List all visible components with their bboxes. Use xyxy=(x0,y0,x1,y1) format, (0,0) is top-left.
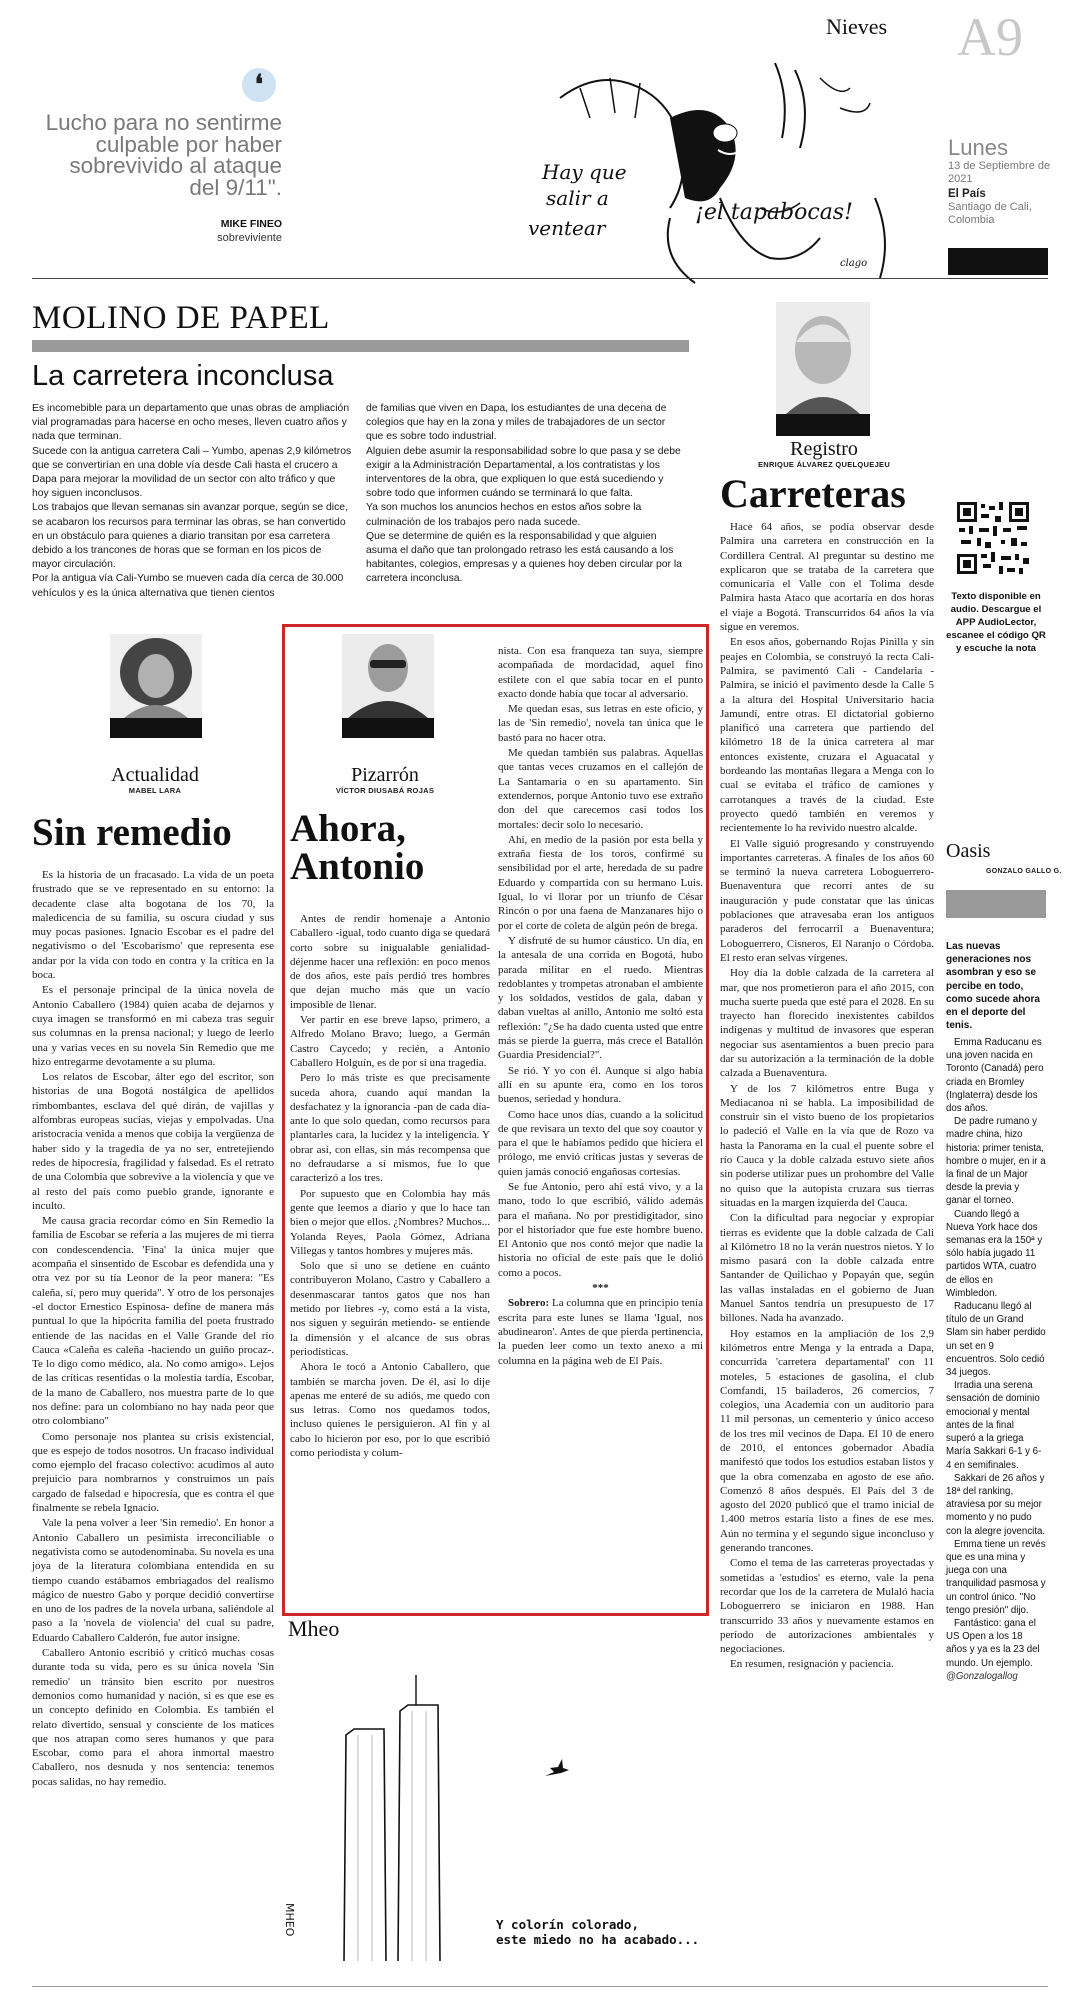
pizarron-sobrero xyxy=(498,1296,703,1367)
author-actualidad: MABEL LARA xyxy=(128,786,182,795)
pizarron-col-2 xyxy=(498,644,703,1369)
ad-bar-top xyxy=(948,248,1048,275)
headline-actualidad: Sin remedio xyxy=(32,811,232,854)
cartoon-text-2: salir a xyxy=(546,186,609,210)
top-cartoon xyxy=(520,58,920,290)
editorial-paragraph: Alguien debe asumir la responsabilidad sobre lo que pasa y se debe exigir a la Administración Departamental, a los contratistas y los interventores de la obra, que expliquen lo que está sucediendo y sobre todo que informen cuándo se terminará lo que falta. xyxy=(366,445,681,500)
actualidad-paragraph: Es el personaje principal de la única novela de Antonio Caballero (1984) quien acaba de dejarnos y cuya imagen se transformó en mi cabeza tras seguir sus columnas en la prensa nacional; y luego de leerlo una y varias veces en su novela Sin Remedio que me hizo entregarme devotamente a su pluma. xyxy=(32,984,274,1068)
weekday: Lunes xyxy=(948,135,1008,160)
pizarron-paragraph: Como hace unos días, cuando a la solicitud de que revisara un texto del que soy coautor y para el que le habíamos pedido que hiciera el prólogo, me envió críticas justas y severas de quien jamás conoció engañosas cortesías. xyxy=(498,1108,703,1178)
registro-paragraph: El Valle siguió progresando y construyendo importantes carreteras. A finales de los años 60 se terminó la nueva carretera Loboguerrero-Buenaventura que recorrí antes de su inauguración y pude constatar que las únicas poblaciones que atravesaba eran los antiguos paraderos del ferrocarril a Buenaventura; Loboguerrero, Cisneros, El Naranjo o Córdoba. El resto eran selvas vírgenes. xyxy=(720,837,934,964)
actualidad-paragraph: Los relatos de Escobar, álter ego del escritor, son historias de una Bogotá nostálgica de apellidos rimbombantes, esclava del qué dirán, de vajillas y alfombras europeas sucias, viejas y empolvadas. Una aristocracia venida a menos que cobija la vergüenza de haber sido y la tragedia de ya no ser, entretejiendo redes de hipocresía, fragilidad y falsedad. Es el retrato de una Colombia que sobrevive a la violencia y que ve al resto del país como pueblo grande, ignorante e inculto. xyxy=(32,1071,274,1212)
pizarron-paragraph: Por supuesto que en Colombia hay más gente que leemos a diario y que lo hace tan bien o mejor que ellos. ¿Nombres? Muchos... Yolanda Reyes, Paola Gómez, Adriana Villegas y tantos hombres y mujeres más. xyxy=(290,1187,490,1257)
column-name-oasis: Oasis xyxy=(946,840,991,862)
pizarron-paragraph: Se fue Antonio, pero ahí está vivo, y a la mano, todo lo que escribió, válido además para el mañana. No por prestidigitador, sino por el historiador que fue este hombre bueno. El Antonio que nos contó mejor que nadie la historia no oficial de este país que le dolió como a pocos. xyxy=(498,1180,703,1279)
pizarron-paragraph: Solo que si uno se detiene en cuánto contribuyeron Molano, Castro y Caballero a desenmascarar tantos gatos que nos han metido por liebres -y, como está a la vista, nos siguen y seguirán metiendo- se entiende la dimensión y el alcance de sus obras periodísticas. xyxy=(290,1260,490,1358)
oasis-lead: Las nuevas generaciones nos asombran y eso se percibe en todo, como sucede ahora en el deporte del tenis. xyxy=(946,941,1040,1032)
author-photo-actualidad xyxy=(110,634,202,718)
registro-paragraph: Hoy día la doble calzada de la carretera al mar, que nos prometieron para el año 2015, con mucha suerte pueda que esté para el 2028. En su trayecto han florecido inexistentes cabildos indígenas y multitud de invasores que esperan negociar sus asentamientos a buen precio para dar su autorización a la terminación de la doble calzada a Buenaventura. xyxy=(720,967,934,1080)
column-name-pizarron: Pizarrón xyxy=(351,764,419,786)
mheo-cartoon xyxy=(283,1645,713,1961)
oasis-paragraph: Fantástico: gana el US Open a los 18 años y ya es la 23 del mundo. Un ejemplo. xyxy=(946,1617,1040,1669)
place: Santiago de Cali, Colombia xyxy=(948,201,1032,226)
author-pizarron: VÍCTOR DIUSABÁ ROJAS xyxy=(335,786,435,795)
editorial-col-2 xyxy=(366,402,684,587)
actualidad-body xyxy=(32,868,274,1790)
author-photo-bar xyxy=(342,718,434,738)
pizarron-separator: *** xyxy=(592,1282,609,1295)
pizarron-paragraph: Y disfruté de su humor cáustico. Un día, en la antesala de una corrida en Bogotá, hubo parada militar en el ruedo. Mientras redoblantes y trompetas atronaban el ambiente y los soldados, vestidos de gala, daban y daban vueltas al anillo, Antonio me soltó esta reflexión: "¿Se ha dado cuenta usted que entre más se pierde la guerra, más crece el Batallón Guardia Presidencial?". xyxy=(498,934,703,1062)
caption-line: Y colorín colorado, xyxy=(496,1917,639,1932)
actualidad-paragraph: Me causa gracia recordar cómo en Sin Remedio la familia de Escobar se refería a las mujeres de mi tierra con condescendencia. 'Fina' la única mujer que acompaña el sinsentido de Escobar es defendida una y otra vez por su tía Leonor de la peor manera: "Es caleña, sí, pero muy querida". Y otro de los personajes -el doctor Ernestico Espinosa- define de manera más puntual lo que la hipócrita familia del poeta frustrado entiende de las nacidas en el Valle Grande del río Cauca «Caleña es caleña -haciendo un guiño procaz-. Te lo digo como médico, ala. No como amigo». Lejos de las críticas resentidas o la molestia tardía, Escobar, de la mano de Caballero, nos muestra parte de lo que nos define: para un colombiano no hay nada peor que otro colombiano" xyxy=(32,1215,274,1428)
oasis-paragraph: Emma tiene un revés que es una mina y juega con una tranquilidad pasmosa y un control único. "No tengo presión" dijo. xyxy=(946,1538,1046,1616)
section-title: MOLINO DE PAPEL xyxy=(32,300,330,336)
pizarron-paragraph: Ver partir en ese breve lapso, primero, a Alfredo Molano Bravo; luego, a Germán Castro Caycedo; y recién, a Antonio Caballero Holguín, es de por sí una tragedia. xyxy=(290,1014,490,1069)
cartoon-signature: clago xyxy=(840,258,868,269)
section-title-band xyxy=(32,340,689,352)
quote-icon: ❛ xyxy=(242,68,276,102)
editorial-paragraph: Ya son muchos los anuncios hechos en estos años sobre la culminación de los trabajos pero nada sucede. xyxy=(366,502,642,528)
oasis-paragraph: Sakkari de 26 años y 18ª del ranking, atraviesa por su mejor momento y no pudo con la alegre jovencita. xyxy=(946,1472,1046,1537)
oasis-paragraph: De padre rumano y madre china, hizo historia: primer tenista, hombre o mujer, en ir a la final de un Major desde la previa y ganar el torneo. xyxy=(946,1116,1046,1207)
pizarron-paragraph: Me quedan esas, sus letras en este oficio, y las de 'Sin remedio', novela tan única que le bastó para no hacer otra. xyxy=(498,703,703,744)
cartoon-signature: MHEO xyxy=(283,1903,296,1937)
date: 13 de Septiembre de 2021 xyxy=(948,160,1051,185)
section-name: Nieves xyxy=(826,14,888,39)
oasis-paragraph: Irradia una serena sensación de dominio emocional y mental antes de la final superó a la griega María Sakkari 6-1 y 6-4 en semifinales. xyxy=(946,1380,1042,1471)
registro-paragraph: En esos años, gobernando Rojas Pinilla y sin peajes en Colombia, se construyó la recta Cali-Palmira, se pavimentó Cali - Candelaria - Palmira, se inició el pavimento desde la Calle 5 a la altura del Hospital Universitario hacia Jamundí, entre otras. El dictatorial gobierno planificó una carretera que partiendo del kilómetro 18 de la única carretera al mar entonces existente, cruzara el Aguacatal y bordeando las montañas llegara a Menga con lo cual se evitaba el tráfico de camiones y carrotanques a través de la ciudad. Este proyecto quedó también en veremos y recientemente lo ha revivido nuestro alcalde. xyxy=(720,636,934,835)
editorial-paragraph: Es incomebible para un departamento que unas obras de ampliación vial programadas para hacerse en ocho meses, lleven cuatro años y nada que terminan. xyxy=(32,403,350,443)
registro-paragraph: Y de los 7 kilómetros entre Buga y Mediacanoa ni se habla. La imposibilidad de construir sin el visto bueno de los propietarios lo padeció el Valle en la vía que de Rozo va hasta la Panorama en la cual el puente sobre el río Cauca y la doble calzada estuvo siete años sin poderse utilizar pues un prohombre del Valle no quiso que la autopista cruzara sus tierras situadas en la margen izquierda del Cauca. xyxy=(720,1082,934,1209)
oasis-handle[interactable]: @Gonzalogallog xyxy=(946,1670,1018,1682)
registro-paragraph: Como el tema de las carreteras proyectadas y sometidas a 'estudios' es eterno, vale la pena recordar que los de la carretera de Mulaló hacia Loboguerrero se iniciaron en 1988. Han transcurrido 33 años y nuevamente estamos en período de autorizaciones ambientales y negociaciones. xyxy=(720,1557,934,1656)
page-number: A9 xyxy=(957,7,1023,67)
author-photo-bar xyxy=(110,718,202,738)
bottom-divider xyxy=(32,1986,1048,1987)
headline-registro: Carreteras xyxy=(720,471,906,516)
registro-paragraph: Con la dificultad para negociar y expropiar tierras es evidente que la doble calzada de Cali al Kilómetro 18 no la verán nuestros nietos. Y lo mismo pasará con la doble calzada entre Santander de Quilichao y Popayán que, según las vallas instaladas en el gobierno de Juan Manuel Santos tendría un presupuesto de 17 billones. Nada ha avanzado. xyxy=(720,1212,934,1325)
headline-pizarron xyxy=(290,807,425,888)
editorial-paragraph: Que se determine de quién es la responsabilidad y que alguien asuma el daño que tan prolongado retraso les está causando a los habitantes, colegios, empresas y a quienes hoy deben circular por la carretera inconclusa. xyxy=(366,530,682,585)
registro-paragraph: Hace 64 años, se podía observar desde Palmira una carretera en construcción en la Cordillera Central. Al preguntar su destino me explicaron que se trataba de la carretera que comunicaría el Valle con el Tolima desde Palmira hasta Ataco que acortaría en dos horas el viaje a Bogotá. Transcurridos 64 años la vía sigue en veremos. xyxy=(720,521,934,634)
column-name-actualidad: Actualidad xyxy=(111,764,199,786)
editorial-paragraph: Sucede con la antigua carretera Cali – Yumbo, apenas 2,9 kilómetros que se convertirían en una doble vía desde Cali hasta el crucero a Dapa para mejorar la movilidad de un sector con alto tráfico y que hoy siguen inconclusos. xyxy=(32,445,352,500)
author-photo-pizarron xyxy=(342,634,434,718)
author-oasis: GONZALO GALLO G. xyxy=(986,868,1062,875)
publication: El País xyxy=(948,188,986,200)
actualidad-paragraph: Es la historia de un fracasado. La vida de un poeta frustrado que se ve representado en su entorno: la decadente clase alta bogotana de los 70, la maledicencia de su familia, su oscura ciudad y sus muy pocas pasiones. Ignacio Escobar es el padre del negativismo o del 'Escobarismo' que representa ese andar por la vida con todo en contra y la crítica en la boca. xyxy=(32,869,274,982)
pizarron-paragraph: Se rió. Y yo con él. Aunque si algo había allí en su apunte era, como en los toros buenos, seriedad y hondura. xyxy=(498,1064,703,1106)
cartoon-caption xyxy=(496,1917,699,1947)
pizarron-paragraph: Ahora le tocó a Antonio Caballero, que también se marcha joven. De él, así lo dije apenas me enteré de su adiós, me quedo con sus letras. Como nos quedamos todos, incluso quienes le persiguieron. Al fin y al cabo lo hicieron por eso, por lo que escribió como periodista y colum- xyxy=(290,1361,490,1459)
headline-line: Ahora, xyxy=(290,807,406,850)
author-photo-bar xyxy=(776,414,870,436)
cartoon-text-1: Hay que xyxy=(542,160,627,184)
cartoon-text-3: ventear xyxy=(528,216,606,240)
top-divider xyxy=(32,278,1048,279)
oasis-band xyxy=(946,890,1046,918)
editorial-headline: La carretera inconclusa xyxy=(32,360,334,392)
actualidad-paragraph: Caballero Antonio escribió y criticó muchas cosas durante toda su vida, pero es su única novela 'Sin remedio' un tránsito bien escrito por nuestros demonios como humanidad y nación, si es que ese es un concepto definido en Colombia. Es también el relato divertido, sensual y consciente de los matices que nos atrapan como seres humanos y que para Escobar, como para el ahora inmortal maestro Caballero, nos desnuda y nos sentencia: tenemos pocas salidas, no hay remedio. xyxy=(32,1647,274,1788)
oasis-body xyxy=(946,1036,1046,1683)
oasis-paragraph: Raducanu llegó al título de un Grand Slam sin haber perdido un set en 9 encuentros. Solo cedió 34 juegos. xyxy=(946,1301,1046,1379)
editorial-col-1 xyxy=(32,402,352,601)
author-photo-registro xyxy=(776,302,870,414)
registro-paragraph: En resumen, resignación y paciencia. xyxy=(730,1658,894,1671)
quote-text: Lucho para no sentirme culpable por haber sobrevivido al ataque del 9/11". xyxy=(45,110,282,200)
sobrero-text: La columna que en principio tenía escrita para este lunes se llama 'Igual, nos abudinearon'. Antes de que pierda pertinencia, la pueden leer como un texto anexo a mi columna en la página web de El País. xyxy=(498,1297,703,1367)
caption-line: este miedo no ha acabado... xyxy=(496,1932,700,1947)
column-name-registro: Registro xyxy=(790,438,858,460)
qr-caption: Texto disponible en audio. Descargue el APP AudioLector, escanee el código QR y escuche la nota xyxy=(946,591,1046,654)
author-registro: ENRIQUE ÁLVAREZ QUELQUEJEU xyxy=(757,460,891,469)
dateline xyxy=(948,136,1058,227)
qr-code[interactable] xyxy=(955,500,1031,576)
quote-author: MIKE FINEO xyxy=(220,218,282,230)
twin-towers-drawing xyxy=(288,1645,713,1961)
registro-paragraph: Hoy estamos en la ampliación de los 2,9 kilómetros entre Menga y la entrada a Dapa, concurrida 'carretera departamental' con 11 moteles, 5 estaciones de gasolina, el club Comfandi, 15 bailaderos, 26 comercios, 7 colegios, una Academia con un auditorio para 11 mil personas, un cementerio y único acceso de los tres mil vecinos de Dapa. El 10 de enero de 2010, el entonces gobernador Abadía manifestó que todos los estudios estaban listos y que la obra comenzaba en agosto de ese año. Comenzó 8 años después. El País del 3 de agosto del 2020 publicó que el tramo inicial de 1.400 metros estaría listo a fines de ese mes. Aún no termina y el segundo sigue inconcluso y generando trancones. xyxy=(720,1327,934,1555)
quote-role: sobreviviente xyxy=(217,232,282,244)
pizarron-col-1 xyxy=(290,912,490,1461)
pizarron-paragraph: Pero lo más triste es que precisamente suceda ahora, cuando aquí mandan la desfachatez y la ignorancia -pan de cada día- ante lo que solo quedan, como recursos para plantarles cara, la lucidez y la inteligencia. Y obrar así, con ellas, sin más recompensa que no defraudarse a sí mismos, fue lo que caracterizó a los tres. xyxy=(290,1072,490,1185)
pizarron-paragraph: Antes de rendir homenaje a Antonio Caballero -igual, todo cuanto diga se quedará corto sobre su inigualable genialidad- déjenme hacer una reflexión: en poco menos de dos años, este país perdió tres hombres que dejan mucho más que un vacío imposible de llenar. xyxy=(290,913,490,1011)
pizarron-paragraph: Me quedan también sus palabras. Aquellas que tantas veces cruzamos en el callejón de La Santamaría o en su apartamento. Sin extendernos, porque Antonio tuvo ese extraño don del que carecemos casi todos los mortales: decir solo lo necesario. xyxy=(498,747,703,831)
headline-line: Antonio xyxy=(290,845,425,888)
registro-body xyxy=(720,520,934,1673)
sobrero-label: Sobrero: xyxy=(508,1297,550,1310)
editorial-paragraph: Los trabajos que llevan semanas sin avanzar porque, según se dice, se acabaron los recursos para terminar las obras, se han convertido en un obstáculo para quienes a diario transitan por esa carretera debido a los trancones de horas que se forman en los picos de mayor circulación. xyxy=(32,502,348,571)
pizarron-paragraph: Ahí, en medio de la pasión por esta bella y extraña fiesta de los toros, confirmé su sensibilidad por el arte, heredada de su padre Eduardo y compartida con su hermano Luis. Igual, lo vi llorar por un triunfo de César Rincón o por una faena de Manzanares hijo o por el corte de coleta de algún peón de brega. xyxy=(498,833,703,932)
editorial-paragraph: de familias que viven en Dapa, los estudiantes de una decena de colegios que hay en la zona y miles de trabajadores de un sector que es sobre todo industrial. xyxy=(366,403,667,443)
oasis-paragraph: Cuando llegó a Nueva York hace dos semanas era la 150ª y sólo había jugado 11 partidos WTA, cuatro de ellos en Wimbledon. xyxy=(946,1208,1043,1299)
cartoon-title: Mheo xyxy=(288,1616,340,1641)
oasis-paragraph: Emma Raducanu es una joven nacida en Toronto (Canadá) pero criada en Bromley (Inglaterra) desde los dos años. xyxy=(946,1037,1044,1115)
actualidad-paragraph: Vale la pena volver a leer 'Sin remedio'. En honor a Antonio Caballero un pesimista irreconciliable o negativista como se autodenominaba. Su novela es una joya de la literatura colombiana entendida en su tiempo cuando estábamos embriagados del realismo mágico de nuestro Gabo y porque decidió convertirse en uno de los padres de la novela urbana, saliéndole al paso a la 'novela de violencia' del cual su padre, Eduardo Caballero Calderón, fue autor insigne. xyxy=(32,1517,274,1644)
pizarron-paragraph: nista. Con esa franqueza tan suya, siempre acompañada de mordacidad, aquel fino estilete con el que sabía tocar en el punto exacto donde había que tocar al adversario. xyxy=(498,645,703,700)
cartoon-bubble-text: ¡el tapabocas! xyxy=(695,200,853,225)
editorial-paragraph: Por la antigua vía Cali-Yumbo se mueven cada día cerca de 30.000 vehículos y es la única alternativa que tienen cientos xyxy=(32,573,344,599)
actualidad-paragraph: Como personaje nos plantea su crisis existencial, que es espejo de todos nosotros. Un fracaso individual como ejemplo del fracaso colectivo: acudimos al auto prejuicio para nombrarnos y construimos un país cargado de falsedad e hipocresía, que es contra el que finalmente se rebela Ignacio. xyxy=(32,1430,274,1515)
